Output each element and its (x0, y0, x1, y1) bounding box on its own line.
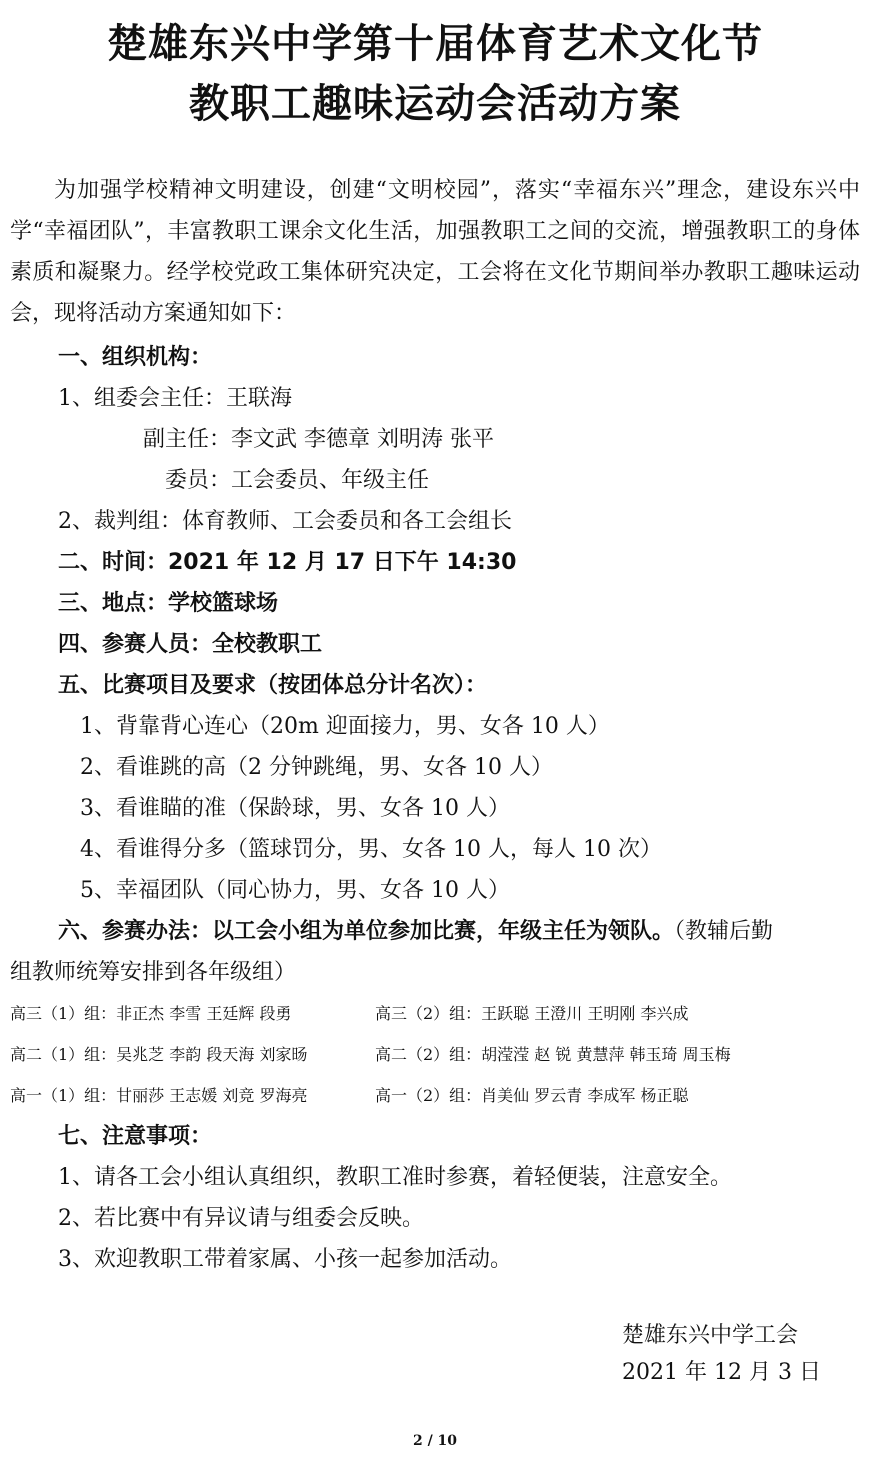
method-heading-rest: （教辅后勤 (674, 919, 774, 944)
note-item: 3、欢迎教职工带着家属、小孩一起参加活动。 (58, 1247, 512, 1272)
method-line2: 组教师统筹安排到各年级组） (10, 960, 297, 985)
document-title-line1: 楚雄东兴中学第十届体育艺术文化节 (107, 21, 763, 67)
organization-referee: 2、裁判组：体育教师、工会委员和各工会组长 (58, 509, 512, 534)
group-left: 高一（1）组：甘丽莎 王志媛 刘竞 罗海亮 (10, 1086, 308, 1105)
note-item: 2、若比赛中有异议请与组委会反映。 (58, 1206, 424, 1231)
group-right: 高一（2）组：肖美仙 罗云青 李成军 杨正聪 (375, 1086, 689, 1105)
section-organization-heading: 一、组织机构： (58, 345, 213, 370)
group-right: 高二（2）组：胡滢滢 赵 锐 黄慧萍 韩玉琦 周玉梅 (375, 1045, 731, 1064)
method-heading-bold: 六、参赛办法：以工会小组为单位参加比赛，年级主任为领队。 (58, 919, 675, 944)
signature-date: 2021 年 12 月 3 日 (622, 1360, 821, 1385)
event-item: 4、看谁得分多（篮球罚分，男、女各 10 人，每人 10 次） (80, 837, 662, 862)
organization-vice-directors: 副主任：李文武 李德章 刘明涛 张平 (143, 427, 494, 452)
section-method-heading (58, 917, 773, 947)
section-events-heading: 五、比赛项目及要求（按团体总分计名次）： (58, 673, 488, 698)
intro-paragraph: 为加强学校精神文明建设，创建“文明校园”，落实“幸福东兴”理念，建设东兴中学“幸福团队”，丰富教职工课余文化生活，加强教职工之间的交流，增强教职工的身体素质和凝聚力。经学校党政工集体研究决定，工会将在文化节期间举办教职工趣味运动会，现将活动方案通知如下： (10, 178, 860, 326)
signature-organization: 楚雄东兴中学工会 (622, 1323, 799, 1348)
section-participants: 四、参赛人员：全校教职工 (58, 632, 323, 657)
section-notes-heading: 七、注意事项： (58, 1124, 213, 1149)
page-number: 2 / 10 (412, 1433, 458, 1449)
document-title-line2: 教职工趣味运动会活动方案 (189, 81, 681, 127)
group-right: 高三（2）组：王跃聪 王澄川 王明刚 李兴成 (375, 1004, 689, 1023)
organization-director: 1、组委会主任：王联海 (58, 386, 292, 411)
event-item: 3、看谁瞄的准（保龄球，男、女各 10 人） (80, 796, 510, 821)
event-item: 2、看谁跳的高（2 分钟跳绳，男、女各 10 人） (80, 755, 553, 780)
event-item: 1、背靠背心连心（20m 迎面接力，男、女各 10 人） (80, 714, 610, 739)
section-place: 三、地点：学校篮球场 (58, 591, 279, 616)
note-item: 1、请各工会小组认真组织，教职工准时参赛，着轻便装，注意安全。 (58, 1165, 732, 1190)
group-left: 高三（1）组：非正杰 李雪 王廷辉 段勇 (10, 1004, 292, 1023)
event-item: 5、幸福团队（同心协力，男、女各 10 人） (80, 878, 510, 903)
group-left: 高二（1）组：吴兆芝 李韵 段天海 刘家旸 (10, 1045, 308, 1064)
section-time: 二、时间：2021 年 12 月 17 日下午 14:30 (58, 550, 517, 575)
organization-members: 委员：工会委员、年级主任 (165, 468, 430, 493)
